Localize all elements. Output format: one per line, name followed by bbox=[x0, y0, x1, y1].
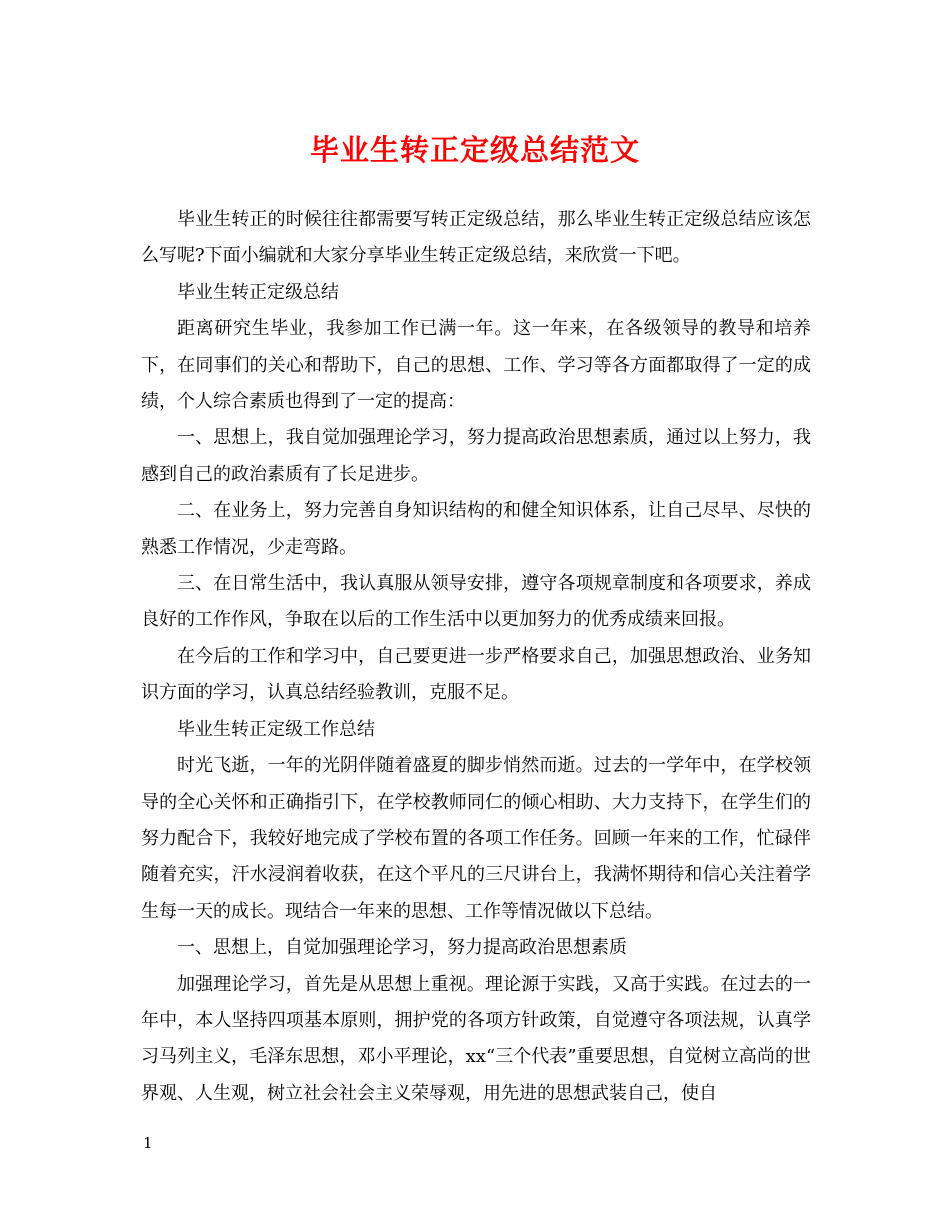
section-heading: 毕业生转正定级工作总结 bbox=[177, 718, 375, 740]
body-paragraph: 加强理论学习，首先是从思想上重视。理论源于实践，又高于实践。在过去的一年中，本人坚持四项基本原则，拥护党的各项方针政策，自觉遵守各项法规，认真学习马列主义，毛泽东思想，邓小平理论，xx“三个代表”重要思想，自觉树立高尚的世界观、人生观，树立社会社会主义荣辱观，用先进的思想武装自己，使自 bbox=[141, 973, 811, 1104]
body-paragraph: 距离研究生毕业，我参加工作已满一年。这一年来，在各级领导的教导和培养下，在同事们的关心和帮助下，自己的思想、工作、学习等各方面都取得了一定的成绩，个人综合素质也得到了一定的提高： bbox=[141, 318, 811, 413]
body-paragraph: 三、在日常生活中，我认真服从领导安排，遵守各项规章制度和各项要求，养成良好的工作作风，争取在以后的工作生活中以更加努力的优秀成绩来回报。 bbox=[141, 573, 811, 631]
body-paragraph: 一、思想上，自觉加强理论学习，努力提高政治思想素质 bbox=[177, 937, 627, 959]
body-paragraph: 时光飞逝，一年的光阴伴随着盛夏的脚步悄然而逝。过去的一学年中，在学校领导的全心关怀和正确指引下，在学校教师同仁的倾心相助、大力支持下，在学生们的努力配合下，我较好地完成了学校布置的各项工作任务。回顾一年来的工作，忙碌伴随着充实，汗水浸润着收获，在这个平凡的三尺讲台上，我满怀期待和信心关注着学生每一天的成长。现结合一年来的思想、工作等情况做以下总结。 bbox=[141, 755, 811, 922]
section-heading: 毕业生转正定级总结 bbox=[177, 281, 339, 303]
body-paragraph: 在今后的工作和学习中，自己要更进一步严格要求自己，加强思想政治、业务知识方面的学习，认真总结经验教训，克服不足。 bbox=[141, 645, 811, 704]
document-body bbox=[141, 202, 811, 1112]
intro-paragraph: 毕业生转正的时候往往都需要写转正定级总结，那么毕业生转正定级总结应该怎么写呢?下面小编就和大家分享毕业生转正定级总结，来欣赏一下吧。 bbox=[141, 209, 811, 267]
document-title: 毕业生转正定级总结范文 bbox=[309, 133, 640, 167]
page-number: 1 bbox=[143, 1134, 153, 1152]
body-paragraph: 一、思想上，我自觉加强理论学习，努力提高政治思想素质，通过以上努力，我感到自己的政治素质有了长足进步。 bbox=[141, 427, 811, 485]
body-paragraph: 二、在业务上，努力完善自身知识结构的和健全知识体系，让自己尽早、尽快的熟悉工作情况，少走弯路。 bbox=[141, 500, 811, 558]
